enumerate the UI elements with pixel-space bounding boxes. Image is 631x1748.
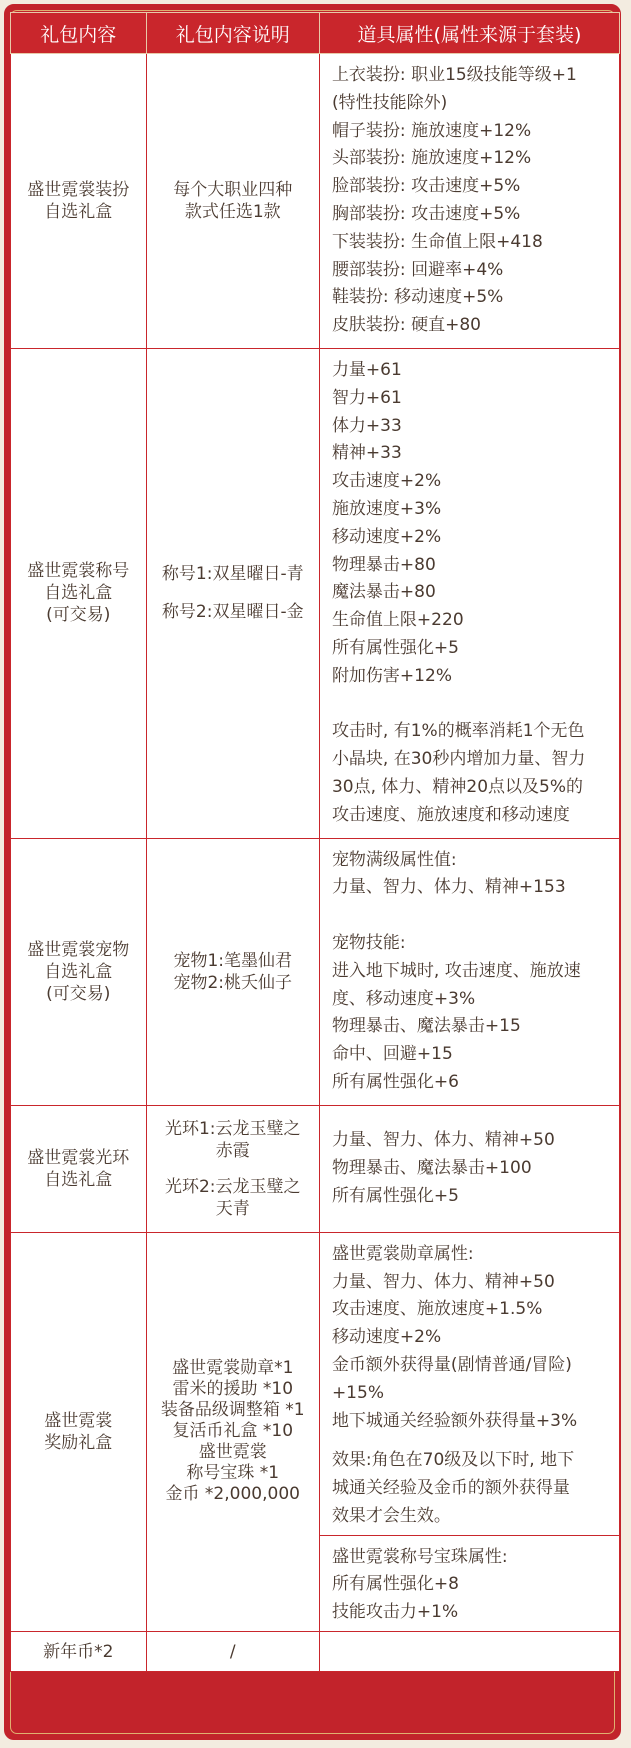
attribute-line: 脸部装扮: 攻击速度+5% bbox=[331, 176, 521, 197]
header-row bbox=[11, 13, 620, 54]
medal-attribute-line: 地下城通关经验额外获得量+3% bbox=[331, 1410, 578, 1431]
pack-desc-cell bbox=[146, 54, 319, 349]
attributes-cell-empty bbox=[319, 1632, 619, 1672]
spacer bbox=[332, 1435, 615, 1447]
attribute-line: 鞋装扮: 移动速度+5% bbox=[331, 287, 504, 308]
attribute-line: 头部装扮: 施放速度+12% bbox=[331, 148, 532, 169]
effect-line: 攻击速度、施放速度和移动速度 bbox=[331, 804, 570, 825]
attribute-line: 力量+61 bbox=[331, 360, 402, 380]
attribute-line: 力量、智力、体力、精神+50 bbox=[331, 1130, 555, 1151]
pack-desc-line: / bbox=[229, 1641, 236, 1662]
attribute-line: 帽子装扮: 施放速度+12% bbox=[331, 120, 532, 141]
pack-name-line: 盛世霓裳称号 bbox=[27, 561, 130, 582]
pack-desc-line: 每个大职业四种 bbox=[173, 180, 293, 200]
pack-name-line: (可交易) bbox=[46, 605, 111, 626]
attributes-cell bbox=[319, 54, 619, 349]
medal-attribute-line: 盛世霓裳勋章属性: bbox=[331, 1243, 474, 1264]
attribute-line: 物理暴击、魔法暴击+100 bbox=[331, 1157, 532, 1178]
pack-name-cell bbox=[11, 349, 147, 839]
pack-desc-line: 称号宝珠 *1 bbox=[186, 1463, 280, 1484]
pack-desc-line: 宠物1:笔墨仙君 bbox=[173, 950, 293, 971]
header-pack-content: 礼包内容 bbox=[11, 13, 147, 54]
spacer bbox=[147, 585, 319, 601]
pack-desc-line: 金币 *2,000,000 bbox=[165, 1484, 300, 1505]
pack-name-cell bbox=[11, 1232, 147, 1631]
effect-line: 小晶块, 在30秒内增加力量、智力 bbox=[331, 749, 586, 770]
pack-desc-line: 盛世霓裳勋章*1 bbox=[172, 1358, 294, 1379]
medal-attribute-line: 力量、智力、体力、精神+50 bbox=[331, 1271, 555, 1292]
pack-name-line: 盛世霓裳宠物 bbox=[27, 939, 130, 960]
pack-desc-cell bbox=[146, 1105, 319, 1232]
attribute-line: 魔法暴击+80 bbox=[331, 582, 436, 603]
spacer bbox=[332, 902, 615, 930]
spacer bbox=[147, 1162, 319, 1176]
medal-attribute-line: 攻击速度、施放速度+1.5% bbox=[331, 1299, 543, 1320]
attribute-line: 精神+33 bbox=[331, 443, 402, 464]
pack-name-line: 自选礼盒 bbox=[44, 1169, 113, 1190]
medal-attribute-line: +15% bbox=[331, 1382, 384, 1403]
orb-attribute-line: 所有属性强化+8 bbox=[331, 1574, 459, 1595]
effect-line: 效果:角色在70级及以下时, 地下 bbox=[331, 1450, 575, 1471]
effect-line: 30点, 体力、精神20点以及5%的 bbox=[331, 776, 583, 797]
pack-name-line: (可交易) bbox=[46, 983, 111, 1004]
pack-desc-line: 称号1:双星曜日-青 bbox=[161, 564, 304, 585]
effect-line: 攻击时, 有1%的概率消耗1个无色 bbox=[331, 721, 585, 742]
medal-attribute-line: 移动速度+2% bbox=[331, 1327, 442, 1348]
pack-desc-cell bbox=[146, 1232, 319, 1631]
pack-desc-line: 盛世霓裳 bbox=[198, 1442, 267, 1463]
pack-name-line: 自选礼盒 bbox=[44, 583, 113, 604]
table-row-new-year-coin bbox=[11, 1632, 620, 1672]
pack-name-cell bbox=[11, 838, 147, 1105]
attribute-line: 附加伤害+12% bbox=[331, 665, 452, 686]
spacer bbox=[332, 691, 615, 719]
pack-name-line: 新年币*2 bbox=[43, 1641, 114, 1662]
attributes-cell bbox=[319, 838, 619, 1105]
table-row-title bbox=[11, 349, 620, 839]
attribute-line: 腰部装扮: 回避率+4% bbox=[331, 259, 504, 280]
pet-skill-line: 进入地下城时, 攻击速度、施放速 bbox=[331, 960, 581, 981]
pack-desc-cell bbox=[146, 349, 319, 839]
attribute-line: 所有属性强化+5 bbox=[331, 637, 459, 658]
attribute-line: (特性技能除外) bbox=[331, 92, 448, 113]
pack-desc-line: 复活币礼盒 *10 bbox=[172, 1421, 294, 1442]
attribute-line: 胸部装扮: 攻击速度+5% bbox=[331, 204, 521, 224]
medal-attribute-line: 金币额外获得量(剧情普通/冒险) bbox=[331, 1354, 572, 1375]
pet-skill-line: 物理暴击、魔法暴击+15 bbox=[331, 1016, 521, 1037]
attribute-line: 生命值上限+220 bbox=[331, 610, 464, 631]
pack-desc-line: 宠物2:桃夭仙子 bbox=[173, 972, 293, 993]
pack-name-line: 盛世霓裳装扮 bbox=[27, 180, 130, 200]
effect-line: 效果才会生效。 bbox=[331, 1505, 451, 1526]
pack-name-line: 盛世霓裳光环 bbox=[27, 1147, 130, 1168]
attribute-line: 上衣装扮: 职业15级技能等级+1 bbox=[331, 65, 577, 86]
attribute-line: 力量、智力、体力、精神+153 bbox=[331, 877, 566, 898]
title-orb-attributes bbox=[320, 1535, 619, 1627]
pack-desc-line: 雷米的援助 *10 bbox=[172, 1379, 294, 1400]
pack-name-cell bbox=[11, 1632, 147, 1672]
pack-desc-line: 称号2:双星曜日-金 bbox=[161, 602, 304, 623]
attribute-line: 皮肤装扮: 硬直+80 bbox=[331, 315, 481, 336]
header-item-attributes: 道具属性(属性来源于套装) bbox=[319, 13, 619, 54]
pack-name-cell bbox=[11, 1105, 147, 1232]
attribute-line: 体力+33 bbox=[331, 415, 402, 436]
table-row-outfit bbox=[11, 54, 620, 349]
orb-attribute-line: 技能攻击力+1% bbox=[331, 1602, 459, 1623]
pet-skill-line: 度、移动速度+3% bbox=[331, 988, 476, 1009]
orb-attribute-line: 盛世霓裳称号宝珠属性: bbox=[331, 1546, 508, 1567]
pack-desc-line: 款式任选1款 bbox=[184, 202, 281, 222]
pack-desc-line: 光环1:云龙玉璧之 bbox=[164, 1118, 301, 1139]
attribute-line: 移动速度+2% bbox=[331, 526, 442, 547]
attribute-line: 攻击速度+2% bbox=[331, 471, 442, 492]
pack-desc-line: 赤霞 bbox=[215, 1140, 250, 1161]
attribute-line: 物理暴击+80 bbox=[331, 554, 436, 575]
pack-desc-cell bbox=[146, 838, 319, 1105]
attribute-line: 下装装扮: 生命值上限+418 bbox=[331, 231, 543, 252]
gift-pack-table bbox=[10, 12, 620, 1672]
pet-skill-line: 所有属性强化+6 bbox=[331, 1071, 459, 1092]
table-row-pet bbox=[11, 838, 620, 1105]
pet-skill-line: 命中、回避+15 bbox=[331, 1044, 453, 1065]
pack-name-line: 自选礼盒 bbox=[44, 961, 113, 982]
attribute-line: 智力+61 bbox=[331, 387, 402, 408]
attribute-line: 所有属性强化+5 bbox=[331, 1185, 459, 1206]
pack-desc-line: 天青 bbox=[215, 1198, 250, 1219]
attributes-cell bbox=[319, 1105, 619, 1232]
pack-name-line: 奖励礼盒 bbox=[44, 1432, 113, 1453]
attribute-line: 施放速度+3% bbox=[331, 498, 442, 519]
pack-name-cell bbox=[11, 54, 147, 349]
pack-desc-line: 装备品级调整箱 *1 bbox=[160, 1400, 305, 1421]
table-row-aura bbox=[11, 1105, 620, 1232]
header-pack-description: 礼包内容说明 bbox=[146, 13, 319, 54]
table-row-reward bbox=[11, 1232, 620, 1631]
pet-skill-line: 宠物技能: bbox=[331, 932, 406, 953]
attributes-cell bbox=[319, 349, 619, 839]
pack-desc-line: 光环2:云龙玉璧之 bbox=[164, 1176, 301, 1197]
pack-name-line: 自选礼盒 bbox=[44, 202, 113, 222]
effect-line: 城通关经验及金币的额外获得量 bbox=[331, 1478, 570, 1499]
pack-desc-cell bbox=[146, 1632, 319, 1672]
attributes-cell bbox=[319, 1232, 619, 1631]
pack-name-line: 盛世霓裳 bbox=[44, 1410, 113, 1431]
attribute-line: 宠物满级属性值: bbox=[331, 849, 457, 870]
